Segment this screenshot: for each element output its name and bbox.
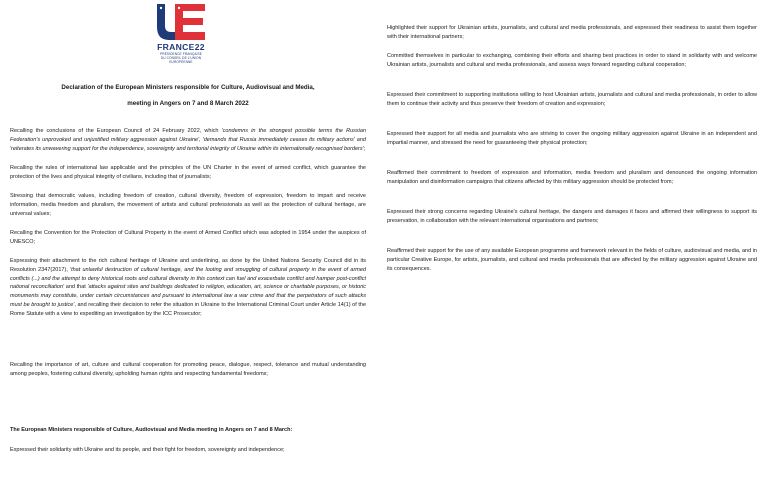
paragraph-rules-international-law: Recalling the rules of international law applicable and the principles of the UN Charter in the event of armed conflict, which guarantee the protection of the lives and physical integrity of civilians, including that of journalists; (10, 165, 366, 180)
quoted-text: 'condemns in the strongest possible terms the Russian Federation's unprovoked and unjustified military aggression against Ukraine', 'demands that Russia immediately ceases its military actions' and 'reiterates its unwavering support for the independence, sovereignty and territorial integrity of Ukraine within its internationally recognised borders' (10, 128, 367, 152)
eu-presidence-logo-icon (151, 2, 211, 42)
quoted-text: 'attacks against sites and buildings dedicated to religion, education, art, science or charitable purposes, or historic monuments may constitute, under certain circumstances and pursuant to international law a war crime and that the perpetrators of such attacks must be brought to justice' (10, 284, 367, 308)
paragraph-importance-of-culture: Recalling the importance of art, culture and cultural cooperation for promoting peace, dialogue, respect, tolerance and mutual understanding among peoples, fostering cultural diversity, upholding human rights and respecting fundamental freedoms; (10, 362, 366, 377)
paragraph-democratic-values: Stressing that democratic values, including freedom of creation, cultural diversity, freedom of expression, freedom to impart and receive information, media freedom and pluralism, the movement of artists and cultural professionals as well as the protection of cultural heritage, are universal values; (10, 193, 366, 217)
logo-subtitle (151, 53, 211, 64)
paragraph-creative-europe: Reaffirmed their support for the use of any available European programme and framework relevant in the fields of culture, audiovisual and media, and in particular Creative Europe, for artists, journalists, and cultural and media professionals that are affected by the military aggression against Ukraine and its consequences. (387, 248, 757, 272)
paragraph-freedom-of-expression: Reaffirmed their commitment to freedom of expression and information, media freedom and pluralism and denounced the ongoing information manipulation and disinformation campaigns that citizens affected by this military aggression should be protected from; (387, 170, 757, 185)
paragraph-convention-1954: Recalling the Convention for the Protection of Cultural Property in the event of Armed Conflict which was adopted in 1954 under the auspices of UNESCO; (10, 230, 366, 245)
declaration-title: Declaration of the European Ministers responsible for Culture, Audiovisual and Media, (61, 84, 315, 91)
paragraph-highlighted-support: Highlighted their support for Ukrainian artists, journalists, and cultural and media professionals, and expressed their readiness to assist them together with their international partners; (387, 25, 757, 40)
paragraph-expressed-solidarity: Expressed their solidarity with Ukraine and its people, and their fight for freedom, sovereignty and independence; (10, 447, 285, 453)
paragraph-ministers-meeting: The European Ministers responsible of Culture, Audiovisual and Media meeting in Angers on 7 and 8 March: (10, 427, 293, 433)
paragraph-supporting-institutions: Expressed their commitment to supporting institutions willing to host Ukrainian artists, journalists and cultural and media professionals, in order to allow them to continue their activity and thus preserve their freedom of creation and expression; (387, 92, 757, 107)
france22-logo (151, 2, 211, 68)
paragraph-cultural-heritage-ukraine (10, 257, 366, 319)
paragraph-cultural-heritage-concerns: Expressed their strong concerns regarding Ukraine's cultural heritage, the dangers and damages it faces and affirmed their willingness to support its preservation, in collaboration with the relevant international organisations and partners; (387, 209, 757, 224)
paragraph-text: Expressing their attachment to the rich cultural heritage of Ukraine and underlining, as done by the United Nations Security Council did in its Resolution 2347(2017), (10, 258, 366, 273)
logo-subtitle-line: DU CONSEIL DE L'UNION (160, 55, 202, 60)
paragraph-support-media: Expressed their support for all media and journalists who are striving to cover the ongoing military aggression against Ukraine in an independent and impartial manner, and stressed the need for guaranteeing their physical protection; (387, 131, 757, 146)
paragraph-text: , and recalling their decision to refer the situation in Ukraine to the International Criminal Court under Article 14(1) of the Rome Statute with a view to expediting an investigation by the ICC Prosecutor; (10, 301, 367, 317)
declaration-subtitle: meeting in Angers on 7 and 8 March 2022 (127, 100, 249, 107)
quoted-text: 'that unlawful destruction of cultural heritage, and the looting and smuggling of cultural property in the event of armed conflicts (...) and the attempt to deny historical roots and cultural diversity in this context can fuel and exacerbate conflict and hamper post-conflict national reconciliation' (10, 266, 366, 291)
logo-title: FRANCE22 (157, 42, 205, 52)
paragraph-text: ; (363, 145, 366, 152)
logo-subtitle-line: EUROPÉENNE (169, 59, 193, 64)
paragraph-text: and that (64, 284, 88, 291)
paragraph-committed-exchanging: Committed themselves in particular to exchanging, combining their efforts and sharing best practices in order to stand in solidarity with and welcome Ukrainian artists, journalists and cultural and media professionals, and assess ways forward regarding cultural cooperation; (387, 53, 757, 68)
paragraph-text: Recalling the conclusions of the European Council of 24 February 2022, which (10, 128, 222, 134)
logo-subtitle-line: PRÉSIDENCE FRANÇAISE (160, 52, 202, 56)
paragraph-recalling-european-council (10, 127, 366, 153)
